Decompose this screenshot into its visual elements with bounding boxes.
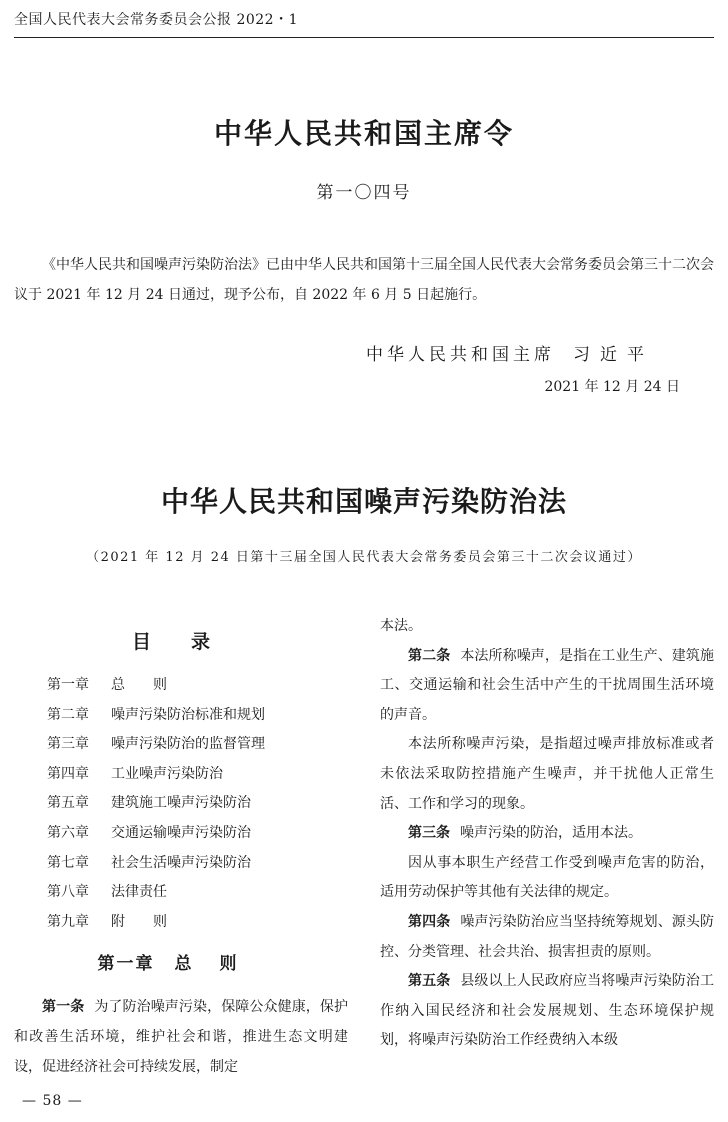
article-continuation: 本法。 <box>380 618 422 634</box>
header-rule <box>14 37 714 38</box>
toc-chapter-number: 第五章 <box>47 795 89 812</box>
signer-name: 习近平 <box>573 345 654 365</box>
article-label: 第三条 <box>408 825 450 842</box>
signing-date: 2021 年 12 月 24 日 <box>544 379 680 395</box>
toc-title: 目录 <box>131 631 250 653</box>
toc-chapter-number: 第三章 <box>47 736 89 753</box>
toc-item <box>14 849 348 879</box>
toc-chapter-number: 第四章 <box>47 765 89 782</box>
article-2-paragraph-2: 本法所称噪声污染，是指超过噪声排放标准或者未依法采取防控措施产生噪声，并干扰他人正常生活、工作和学习的现象。 <box>380 736 714 812</box>
toc-chapter-name: 噪声污染防治的监督管理 <box>111 736 265 753</box>
signature-block <box>366 340 654 365</box>
toc-item <box>14 789 348 819</box>
right-column <box>380 612 714 1056</box>
promulgation-text: 《中华人民共和国噪声污染防治法》已由中华人民共和国第十三届全国人民代表大会常务委员会第三十二次会议于 2021 年 12 月 24 日通过，现予公布，自 2022 年 6 月 5 日起施行。 <box>14 257 714 303</box>
order-number: 第一〇四号 <box>316 183 412 203</box>
table-of-contents <box>14 671 348 937</box>
article-2 <box>380 642 714 731</box>
article-label: 第一条 <box>42 999 85 1016</box>
article-5 <box>380 967 714 1056</box>
toc-chapter-name: 法律责任 <box>111 884 167 901</box>
toc-chapter-name: 工业噪声污染防治 <box>111 765 223 782</box>
article-text: 噪声污染的防治，适用本法。 <box>460 825 642 842</box>
toc-item <box>14 819 348 849</box>
toc-chapter-number: 第六章 <box>47 824 89 841</box>
toc-chapter-name: 建筑施工噪声污染防治 <box>111 795 251 812</box>
article-4 <box>380 908 714 967</box>
toc-chapter-name: 总 则 <box>111 677 167 693</box>
article-label: 第四条 <box>408 913 451 930</box>
toc-item <box>14 730 348 760</box>
toc-chapter-number: 第九章 <box>47 913 89 930</box>
article-label: 第二条 <box>408 647 451 664</box>
chapter-heading <box>14 949 348 979</box>
toc-chapter-name: 噪声污染防治标准和规划 <box>111 706 265 723</box>
law-title: 中华人民共和国噪声污染防治法 <box>160 485 567 518</box>
article-3-paragraph-2: 因从事本职生产经营工作受到噪声危害的防治，适用劳动保护等其他有关法律的规定。 <box>380 854 714 901</box>
toc-item <box>14 878 348 908</box>
article-text: 本法所称噪声，是指在工业生产、建筑施工、交通运输和社会生活中产生的干扰周围生活环境的声音。 <box>380 647 715 723</box>
order-title: 中华人民共和国主席令 <box>213 117 514 150</box>
article-text: 县级以上人民政府应当将噪声污染防治工作纳入国民经济和社会发展规划、生态环境保护规划，将噪声污染防治工作经费纳入本级 <box>380 973 715 1049</box>
toc-item <box>14 671 348 701</box>
article-3 <box>380 819 714 849</box>
adoption-note: （2021 年 12 月 24 日第十三届全国人民代表大会常务委员会第三十二次会议通过） <box>86 550 642 565</box>
toc-chapter-number: 第一章 <box>47 677 89 693</box>
running-header: 全国人民代表大会常务委员会公报 2022・1 <box>14 12 298 28</box>
toc-chapter-name: 社会生活噪声污染防治 <box>111 854 251 871</box>
article-text: 为了防治噪声污染，保障公众健康，保护和改善生活环境，维护社会和谐，推进生态文明建设，促进经济社会可持续发展，制定 <box>14 999 349 1075</box>
chapter-number: 第一章 <box>97 954 155 975</box>
page-number: — 58 — <box>22 1093 83 1109</box>
toc-item <box>14 908 348 938</box>
toc-chapter-number: 第七章 <box>47 854 89 871</box>
toc-chapter-name: 交通运输噪声污染防治 <box>111 824 251 841</box>
article-text: 噪声污染防治应当坚持统筹规划、源头防控、分类管理、社会共治、损害担责的原则。 <box>380 913 715 960</box>
toc-chapter-name: 附 则 <box>111 913 167 930</box>
signer-title: 中华人民共和国主席 <box>366 345 555 365</box>
article-1 <box>14 993 348 1082</box>
toc-chapter-number: 第二章 <box>47 706 89 723</box>
toc-chapter-number: 第八章 <box>47 884 89 901</box>
left-column <box>14 615 348 1082</box>
article-label: 第五条 <box>408 973 451 990</box>
toc-item <box>14 701 348 731</box>
chapter-name: 总则 <box>174 954 265 975</box>
toc-item <box>14 760 348 790</box>
